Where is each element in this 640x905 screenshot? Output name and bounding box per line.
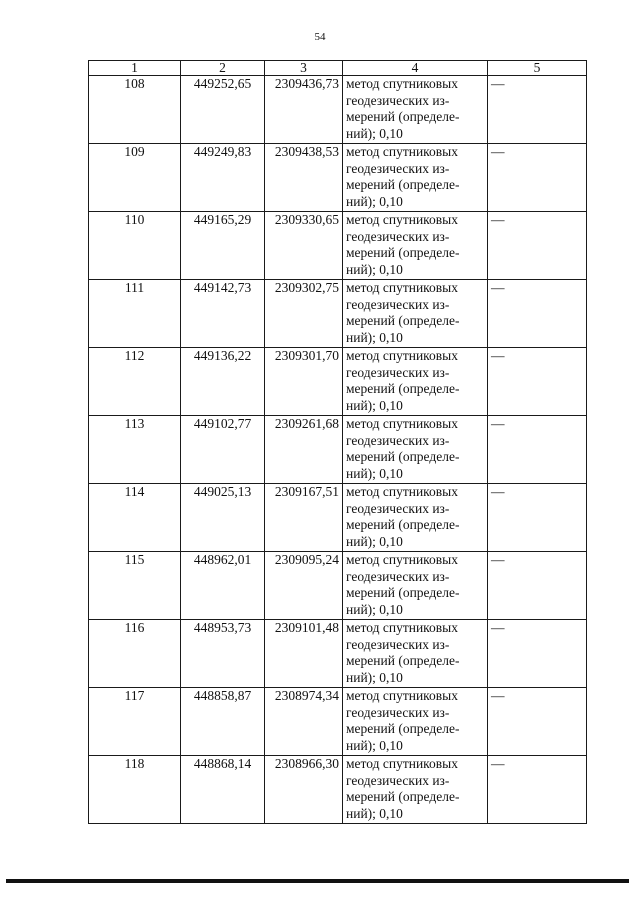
x-coordinate-cell: 449252,65 (181, 76, 265, 144)
method-line: ний); 0,10 (346, 533, 403, 549)
note-cell: — (488, 280, 587, 348)
method-line: метод спутниковых (346, 756, 458, 771)
method-line: ний); 0,10 (346, 397, 403, 413)
method-cell (343, 280, 488, 348)
method-cell (343, 552, 488, 620)
note-cell: — (488, 76, 587, 144)
x-coordinate-cell: 449142,73 (181, 280, 265, 348)
x-coordinate-cell: 448858,87 (181, 688, 265, 756)
method-line: мерений (определе- (346, 245, 460, 260)
method-line: мерений (определе- (346, 177, 460, 192)
method-line: мерений (определе- (346, 789, 460, 804)
method-line: ний); 0,10 (346, 737, 403, 753)
x-coordinate-cell: 449102,77 (181, 416, 265, 484)
table-row (89, 688, 587, 756)
method-cell (343, 212, 488, 280)
point-number-cell: 110 (89, 212, 181, 280)
method-line: геодезических из- (346, 704, 450, 720)
table-row (89, 416, 587, 484)
method-line: метод спутниковых (346, 552, 458, 567)
header-col-5: 5 (488, 61, 587, 76)
method-line: мерений (определе- (346, 517, 460, 532)
method-line: ний); 0,10 (346, 669, 403, 685)
method-cell (343, 688, 488, 756)
table-row (89, 484, 587, 552)
point-number-cell: 117 (89, 688, 181, 756)
y-coordinate-cell: 2308966,30 (265, 756, 343, 824)
method-line: мерений (определе- (346, 313, 460, 328)
method-line: геодезических из- (346, 500, 450, 516)
method-cell (343, 348, 488, 416)
method-line: метод спутниковых (346, 348, 458, 363)
y-coordinate-cell: 2309438,53 (265, 144, 343, 212)
x-coordinate-cell: 449025,13 (181, 484, 265, 552)
method-line: геодезических из- (346, 92, 450, 108)
y-coordinate-cell: 2309301,70 (265, 348, 343, 416)
y-coordinate-cell: 2309101,48 (265, 620, 343, 688)
header-col-4: 4 (343, 61, 488, 76)
method-line: геодезических из- (346, 568, 450, 584)
note-cell: — (488, 620, 587, 688)
table-row (89, 212, 587, 280)
method-cell (343, 416, 488, 484)
method-line: метод спутниковых (346, 484, 458, 499)
method-line: метод спутниковых (346, 76, 458, 91)
y-coordinate-cell: 2309330,65 (265, 212, 343, 280)
point-number-cell: 112 (89, 348, 181, 416)
y-coordinate-cell: 2309436,73 (265, 76, 343, 144)
note-cell: — (488, 552, 587, 620)
method-line: мерений (определе- (346, 449, 460, 464)
method-line: геодезических из- (346, 296, 450, 312)
method-line: мерений (определе- (346, 721, 460, 736)
y-coordinate-cell: 2309167,51 (265, 484, 343, 552)
table-row (89, 280, 587, 348)
x-coordinate-cell: 448868,14 (181, 756, 265, 824)
method-line: ний); 0,10 (346, 805, 403, 821)
x-coordinate-cell: 449136,22 (181, 348, 265, 416)
y-coordinate-cell: 2309261,68 (265, 416, 343, 484)
method-line: ний); 0,10 (346, 601, 403, 617)
method-line: геодезических из- (346, 364, 450, 380)
point-number-cell: 115 (89, 552, 181, 620)
method-line: геодезических из- (346, 636, 450, 652)
method-line: метод спутниковых (346, 620, 458, 635)
method-line: мерений (определе- (346, 381, 460, 396)
header-col-3: 3 (265, 61, 343, 76)
table-row (89, 756, 587, 824)
point-number-cell: 108 (89, 76, 181, 144)
method-line: ний); 0,10 (346, 125, 403, 141)
point-number-cell: 116 (89, 620, 181, 688)
method-cell (343, 144, 488, 212)
point-number-cell: 113 (89, 416, 181, 484)
method-line: мерений (определе- (346, 653, 460, 668)
method-line: ний); 0,10 (346, 329, 403, 345)
x-coordinate-cell: 449249,83 (181, 144, 265, 212)
page-number: 54 (314, 31, 326, 43)
method-line: метод спутниковых (346, 688, 458, 703)
method-cell (343, 76, 488, 144)
method-line: мерений (определе- (346, 585, 460, 600)
method-line: метод спутниковых (346, 416, 458, 431)
method-line: ний); 0,10 (346, 465, 403, 481)
method-line: геодезических из- (346, 772, 450, 788)
bottom-rule (6, 879, 629, 883)
note-cell: — (488, 756, 587, 824)
table-header-row (89, 61, 587, 76)
method-line: метод спутниковых (346, 212, 458, 227)
y-coordinate-cell: 2309302,75 (265, 280, 343, 348)
table-row (89, 552, 587, 620)
method-line: геодезических из- (346, 228, 450, 244)
header-col-1: 1 (89, 61, 181, 76)
note-cell: — (488, 688, 587, 756)
coordinates-table (88, 60, 587, 824)
x-coordinate-cell: 448953,73 (181, 620, 265, 688)
method-line: ний); 0,10 (346, 261, 403, 277)
table-row (89, 144, 587, 212)
point-number-cell: 111 (89, 280, 181, 348)
method-line: мерений (определе- (346, 109, 460, 124)
point-number-cell: 118 (89, 756, 181, 824)
table-row (89, 76, 587, 144)
note-cell: — (488, 348, 587, 416)
x-coordinate-cell: 449165,29 (181, 212, 265, 280)
method-line: геодезических из- (346, 160, 450, 176)
method-line: метод спутниковых (346, 280, 458, 295)
method-line: метод спутниковых (346, 144, 458, 159)
y-coordinate-cell: 2309095,24 (265, 552, 343, 620)
note-cell: — (488, 416, 587, 484)
method-line: ний); 0,10 (346, 193, 403, 209)
header-col-2: 2 (181, 61, 265, 76)
method-cell (343, 756, 488, 824)
note-cell: — (488, 144, 587, 212)
method-cell (343, 620, 488, 688)
table-row (89, 620, 587, 688)
table-row (89, 348, 587, 416)
note-cell: — (488, 212, 587, 280)
point-number-cell: 114 (89, 484, 181, 552)
y-coordinate-cell: 2308974,34 (265, 688, 343, 756)
x-coordinate-cell: 448962,01 (181, 552, 265, 620)
method-line: геодезических из- (346, 432, 450, 448)
note-cell: — (488, 484, 587, 552)
point-number-cell: 109 (89, 144, 181, 212)
method-cell (343, 484, 488, 552)
